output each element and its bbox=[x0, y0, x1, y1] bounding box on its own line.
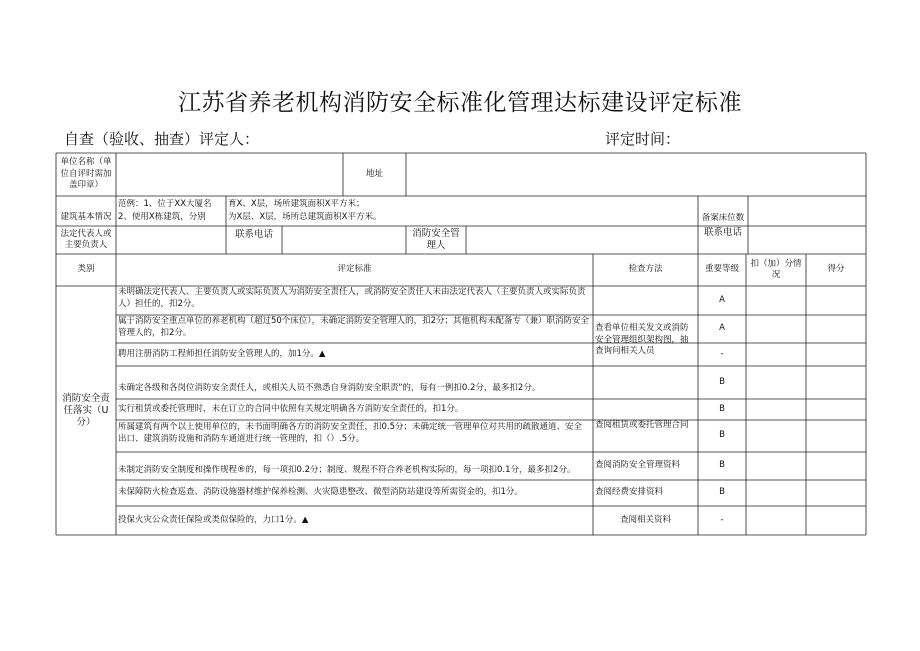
category-label: 消防安全责任落实（U分） bbox=[62, 392, 110, 428]
table-row-3-criteria: 聘用注册消防工程师担任消防安全管理人的，加1分。▲ bbox=[118, 348, 326, 359]
table-row-3-level: - bbox=[720, 348, 724, 359]
col-level: 重要等级 bbox=[704, 264, 739, 275]
table-row-1-criteria: 未明确法定代表人、主要负责人或实际负责人为消防安全责任人，或消防安全责任人未由法定代表人（主要负责人或实际负责人）担任的，扣2分。 bbox=[118, 287, 586, 309]
table-row-8-level: B bbox=[719, 487, 725, 498]
unit-name-field[interactable] bbox=[117, 154, 342, 195]
table-row-6-level: B bbox=[719, 430, 725, 441]
legal-rep-label: 法定代表人或主要负责人 bbox=[60, 228, 112, 250]
building-example-2a: 2、使用X栋建筑，分别 bbox=[118, 212, 206, 222]
table-row-9-criteria: 投保火灾公众责任保险或类似保险的，力口1分。▲ bbox=[118, 514, 309, 525]
building-example-1b: 育X、X层，场所建筑面积X平方米； bbox=[228, 199, 365, 209]
document-title: 江苏省养老机构消防安全标准化管理达标建设评定标准 bbox=[178, 90, 742, 116]
score-column-fields[interactable] bbox=[807, 287, 865, 534]
table-row-9-level: - bbox=[720, 514, 724, 525]
col-criteria: 评定标准 bbox=[337, 264, 372, 275]
deduction-column-fields[interactable] bbox=[747, 287, 805, 534]
table-row-7-level: B bbox=[719, 460, 725, 471]
contact-phone-field-2[interactable] bbox=[749, 227, 865, 253]
table-row-1-level: A bbox=[719, 294, 725, 305]
bed-count-label: 备案床位数 bbox=[701, 213, 745, 223]
address-label: 地址 bbox=[365, 168, 383, 179]
evaluation-date-label: 评定时间： bbox=[605, 130, 681, 148]
contact-phone-label: 联系电话 bbox=[234, 229, 273, 240]
unit-name-label: 单位名称（单位自评时需加盖印章） bbox=[60, 157, 112, 191]
table-row-4-level: B bbox=[719, 376, 725, 387]
table-row-5-criteria: 实行租赁或委托管理时，未在订立的合同中依照有关规定明确各方消防安全责任的，扣1分。 bbox=[118, 403, 464, 414]
contact-phone-field[interactable] bbox=[283, 227, 405, 253]
table-row-8-criteria: 未保障防火检查巡查、消防设施器材维护保养检测、火灾隐患整改、微型消防站建设等所需资金的，扣1分。 bbox=[118, 487, 523, 498]
building-info-label: 建筑基本情况 bbox=[60, 212, 112, 222]
table-row-7-criteria: 未制定消防安全制度和操作规程®的，每一项扣0.2分；制度、规程不符合养老机构实际的，每一项扣0.1分，最多扣2分。 bbox=[118, 465, 576, 475]
building-example-2b: 为X层、X层，场所总建筑面积X平方米。 bbox=[228, 212, 382, 222]
fire-manager-field[interactable] bbox=[467, 227, 697, 253]
method-5: 查阅相关资料 bbox=[619, 514, 671, 525]
method-4: 查阅经费安排资料 bbox=[595, 487, 664, 498]
building-example-1a: 范例：1、位于XX大厦名 bbox=[118, 199, 212, 209]
legal-rep-field[interactable] bbox=[117, 227, 225, 253]
evaluator-label: 自查（验收、抽查）评定人： bbox=[64, 130, 260, 148]
address-field[interactable] bbox=[407, 154, 865, 195]
method-3: 查阅消防安全管理资料 bbox=[595, 460, 681, 471]
fire-manager-label: 消防安全管理人 bbox=[412, 228, 460, 251]
col-category: 类别 bbox=[77, 264, 95, 275]
table-row-5-level: B bbox=[719, 403, 725, 414]
col-score: 得分 bbox=[827, 264, 845, 275]
method-1: 查看单位相关发文或消防安全管理组织架构图，抽查询问相关人员 bbox=[595, 323, 689, 357]
table-row-4-criteria: 未确定各级和各岗位消防安全责任人，或相关人员不熟悉自身消防安全职责"的，每有一例扣0.2分，最多扣2分。 bbox=[118, 383, 541, 393]
table-row-2-criteria: 属于消防安全重点单位的养老机构（超过50个床位），未确定消防安全管理人的，扣2分；其他机构未配备专（兼）职消防安全管理人的，扣2分。 bbox=[118, 316, 589, 338]
method-2: 查阅租赁或委托管理合同 bbox=[595, 419, 689, 430]
bed-count-field[interactable] bbox=[749, 197, 865, 225]
table-row-6-criteria: 所属建筑有两个以上使用单位的，未书面明确各方的消防安全责任，扣0.5分；未确定统一管理单位对共用的疏散通道、安全出口、建筑消防设施和消防车通道进行统一管理的，扣（）.5分。 bbox=[118, 422, 583, 444]
contact-phone-label-2: 联系电话 bbox=[703, 227, 742, 238]
col-method: 检查方法 bbox=[628, 264, 663, 275]
col-deduction: 扣（加）分情况 bbox=[750, 258, 802, 280]
table-row-2-level: A bbox=[719, 323, 725, 334]
